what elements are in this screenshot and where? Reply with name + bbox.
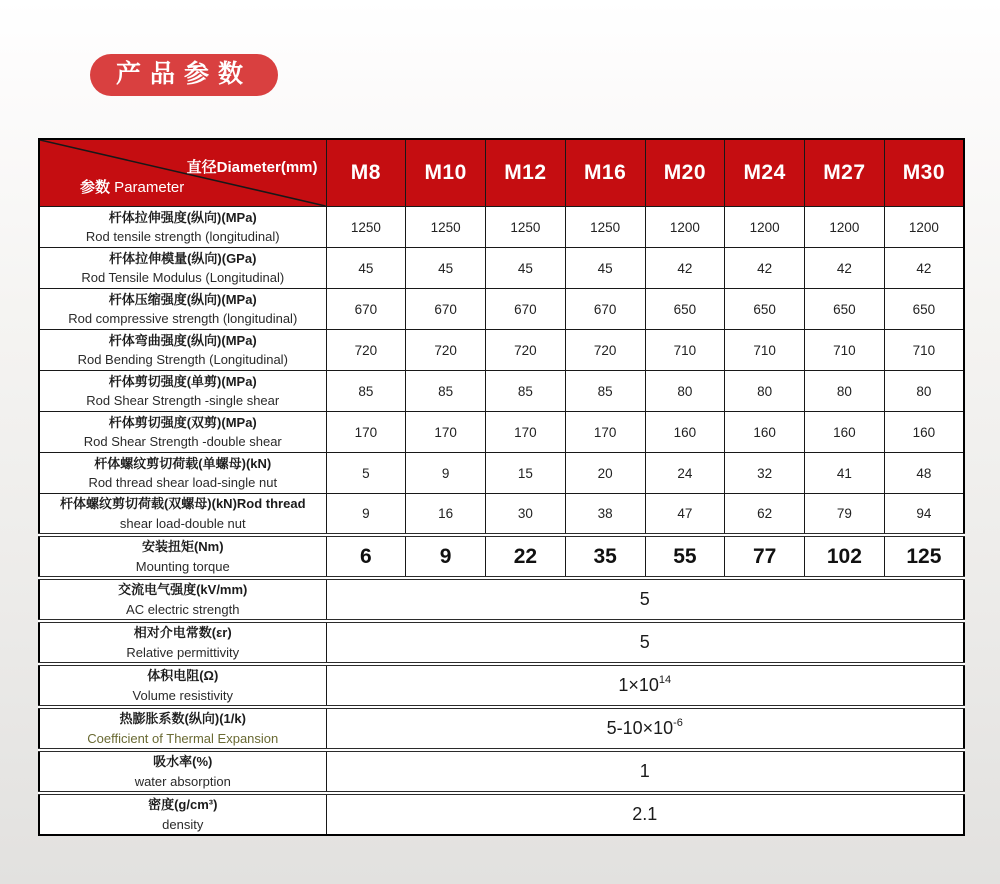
value-cell: 42 — [645, 248, 725, 289]
value-cell: 125 — [884, 535, 964, 578]
row-label — [39, 412, 326, 453]
merged-value-superscript: -6 — [673, 717, 683, 729]
value-cell: 1200 — [805, 207, 885, 248]
column-header-m10: M10 — [406, 139, 486, 207]
header-row — [39, 139, 964, 207]
row-label-zh: 安装扭矩(Nm) — [141, 539, 224, 554]
value-cell: 24 — [645, 453, 725, 494]
merged-value-cell — [326, 707, 964, 750]
table-row — [39, 453, 964, 494]
merged-value: 2.1 — [632, 804, 658, 824]
value-cell: 650 — [884, 289, 964, 330]
value-cell: 55 — [645, 535, 725, 578]
row-label-zh: 杆体螺纹剪切荷载(双螺母)(kN)Rod thread — [59, 496, 306, 511]
spec-table — [38, 138, 965, 836]
value-cell: 5 — [326, 453, 406, 494]
value-cell: 720 — [486, 330, 566, 371]
value-cell: 45 — [326, 248, 406, 289]
table-row-merged — [39, 664, 964, 707]
row-label-en: water absorption — [134, 773, 231, 789]
row-label — [39, 330, 326, 371]
value-cell: 670 — [486, 289, 566, 330]
value-cell: 62 — [725, 494, 805, 536]
value-cell: 160 — [725, 412, 805, 453]
value-cell: 85 — [406, 371, 486, 412]
value-cell: 80 — [645, 371, 725, 412]
row-label-zh: 杆体弯曲强度(纵向)(MPa) — [108, 332, 257, 348]
table-row — [39, 207, 964, 248]
value-cell: 38 — [565, 494, 645, 536]
row-label-en: Rod Tensile Modulus (Longitudinal) — [81, 270, 285, 285]
value-cell: 20 — [565, 453, 645, 494]
merged-value: 5 — [639, 632, 650, 652]
value-cell: 45 — [406, 248, 486, 289]
column-header-m30: M30 — [884, 139, 964, 207]
value-cell: 48 — [884, 453, 964, 494]
table-row — [39, 330, 964, 371]
value-cell: 1250 — [406, 207, 486, 248]
column-header-m16: M16 — [565, 139, 645, 207]
value-cell: 77 — [725, 535, 805, 578]
row-label-en: Rod compressive strength (longitudinal) — [68, 311, 298, 326]
value-cell: 41 — [805, 453, 885, 494]
row-label-zh: 相对介电常数(εr) — [133, 625, 232, 640]
row-label — [39, 289, 326, 330]
value-cell: 16 — [406, 494, 486, 536]
value-cell: 670 — [326, 289, 406, 330]
value-cell: 42 — [725, 248, 805, 289]
value-cell: 170 — [486, 412, 566, 453]
row-label — [39, 207, 326, 248]
row-label-zh: 交流电气强度(kV/mm) — [118, 582, 248, 597]
corner-header-cell — [39, 139, 326, 207]
row-label-zh: 杆体拉伸强度(纵向)(MPa) — [108, 209, 257, 225]
column-header-m27: M27 — [805, 139, 885, 207]
value-cell: 35 — [565, 535, 645, 578]
merged-value: 1 — [639, 761, 650, 781]
table-row-mounting-torque — [39, 535, 964, 578]
value-cell: 9 — [406, 453, 486, 494]
table-row — [39, 494, 964, 536]
value-cell: 47 — [645, 494, 725, 536]
parameter-en: Parameter — [110, 179, 185, 196]
row-label-en: Rod Shear Strength -double shear — [83, 434, 282, 449]
value-cell: 1250 — [326, 207, 406, 248]
merged-value-cell — [326, 750, 964, 793]
value-cell: 710 — [645, 330, 725, 371]
table-row — [39, 289, 964, 330]
row-label — [39, 621, 326, 664]
table-row-merged — [39, 793, 964, 835]
column-header-m12: M12 — [486, 139, 566, 207]
value-cell: 1200 — [884, 207, 964, 248]
value-cell: 45 — [565, 248, 645, 289]
row-label — [39, 371, 326, 412]
value-cell: 42 — [884, 248, 964, 289]
row-label-en: Relative permittivity — [126, 644, 240, 660]
table-row-merged — [39, 750, 964, 793]
row-label-zh: 杆体压缩强度(纵向)(MPa) — [108, 291, 257, 307]
row-label — [39, 578, 326, 621]
value-cell: 670 — [565, 289, 645, 330]
value-cell: 9 — [406, 535, 486, 578]
value-cell: 42 — [805, 248, 885, 289]
merged-value-cell — [326, 793, 964, 835]
row-label-zh: 密度(g/cm³) — [148, 797, 218, 812]
value-cell: 170 — [326, 412, 406, 453]
row-label-zh: 体积电阻(Ω) — [147, 668, 219, 683]
value-cell: 720 — [565, 330, 645, 371]
value-cell: 710 — [725, 330, 805, 371]
row-label — [39, 248, 326, 289]
value-cell: 85 — [486, 371, 566, 412]
row-label-en: Volume resistivity — [132, 687, 233, 703]
value-cell: 160 — [645, 412, 725, 453]
table-row — [39, 248, 964, 289]
column-header-m8: M8 — [326, 139, 406, 207]
row-label — [39, 750, 326, 793]
table-row — [39, 371, 964, 412]
value-cell: 1250 — [486, 207, 566, 248]
value-cell: 710 — [805, 330, 885, 371]
value-cell: 45 — [486, 248, 566, 289]
row-label-en: Coefficient of Thermal Expansion — [87, 730, 279, 746]
value-cell: 170 — [406, 412, 486, 453]
merged-value: 5 — [639, 589, 650, 609]
value-cell: 15 — [486, 453, 566, 494]
value-cell: 85 — [326, 371, 406, 412]
row-label — [39, 664, 326, 707]
row-label-en: Rod thread shear load-single nut — [88, 475, 278, 490]
merged-value-superscript: 14 — [658, 674, 672, 686]
merged-value-cell — [326, 664, 964, 707]
value-cell: 80 — [805, 371, 885, 412]
value-cell: 650 — [805, 289, 885, 330]
parameter-header-label — [80, 176, 184, 197]
row-label-zh: 杆体拉伸模量(纵向)(GPa) — [109, 250, 257, 266]
row-label-zh: 热膨胀系数(纵向)(1/k) — [119, 711, 246, 726]
row-label — [39, 707, 326, 750]
row-label-en: Rod Shear Strength -single shear — [86, 393, 280, 408]
value-cell: 30 — [486, 494, 566, 536]
section-title-badge: 产品参数 — [90, 54, 278, 96]
row-label-zh: 杆体螺纹剪切荷载(单螺母)(kN) — [94, 455, 272, 471]
row-label-zh: 杆体剪切强度(双剪)(MPa) — [108, 414, 257, 430]
value-cell: 170 — [565, 412, 645, 453]
column-header-m20: M20 — [645, 139, 725, 207]
value-cell: 1200 — [645, 207, 725, 248]
value-cell: 85 — [565, 371, 645, 412]
value-cell: 9 — [326, 494, 406, 536]
value-cell: 160 — [884, 412, 964, 453]
value-cell: 650 — [645, 289, 725, 330]
value-cell: 720 — [326, 330, 406, 371]
value-cell: 80 — [725, 371, 805, 412]
row-label-en: Mounting torque — [135, 558, 230, 574]
value-cell: 102 — [805, 535, 885, 578]
merged-value: 5-10×10 — [606, 718, 674, 738]
column-header-m24: M24 — [725, 139, 805, 207]
merged-value: 1×10 — [618, 675, 659, 695]
row-label-zh: 吸水率(%) — [153, 754, 213, 769]
row-label-en: shear load-double nut — [119, 515, 246, 531]
value-cell: 720 — [406, 330, 486, 371]
value-cell: 710 — [884, 330, 964, 371]
row-label — [39, 494, 326, 536]
value-cell: 650 — [725, 289, 805, 330]
table-row-merged — [39, 621, 964, 664]
value-cell: 6 — [326, 535, 406, 578]
table-row-merged — [39, 707, 964, 750]
merged-value-cell — [326, 578, 964, 621]
diameter-header-label: 直径Diameter(mm) — [186, 159, 318, 176]
row-label-en: density — [162, 816, 204, 832]
table-row-merged — [39, 578, 964, 621]
value-cell: 79 — [805, 494, 885, 536]
row-label — [39, 453, 326, 494]
merged-value-cell — [326, 621, 964, 664]
parameter-zh: 参数 — [80, 179, 111, 196]
row-label-en: Rod Bending Strength (Longitudinal) — [77, 352, 288, 367]
value-cell: 32 — [725, 453, 805, 494]
value-cell: 160 — [805, 412, 885, 453]
row-label-zh: 杆体剪切强度(单剪)(MPa) — [108, 373, 257, 389]
row-label-en: AC electric strength — [126, 601, 240, 617]
row-label — [39, 793, 326, 835]
row-label-en: Rod tensile strength (longitudinal) — [85, 229, 280, 244]
value-cell: 94 — [884, 494, 964, 536]
table-row — [39, 412, 964, 453]
value-cell: 80 — [884, 371, 964, 412]
row-label — [39, 535, 326, 578]
value-cell: 670 — [406, 289, 486, 330]
value-cell: 1250 — [565, 207, 645, 248]
value-cell: 1200 — [725, 207, 805, 248]
value-cell: 22 — [486, 535, 566, 578]
